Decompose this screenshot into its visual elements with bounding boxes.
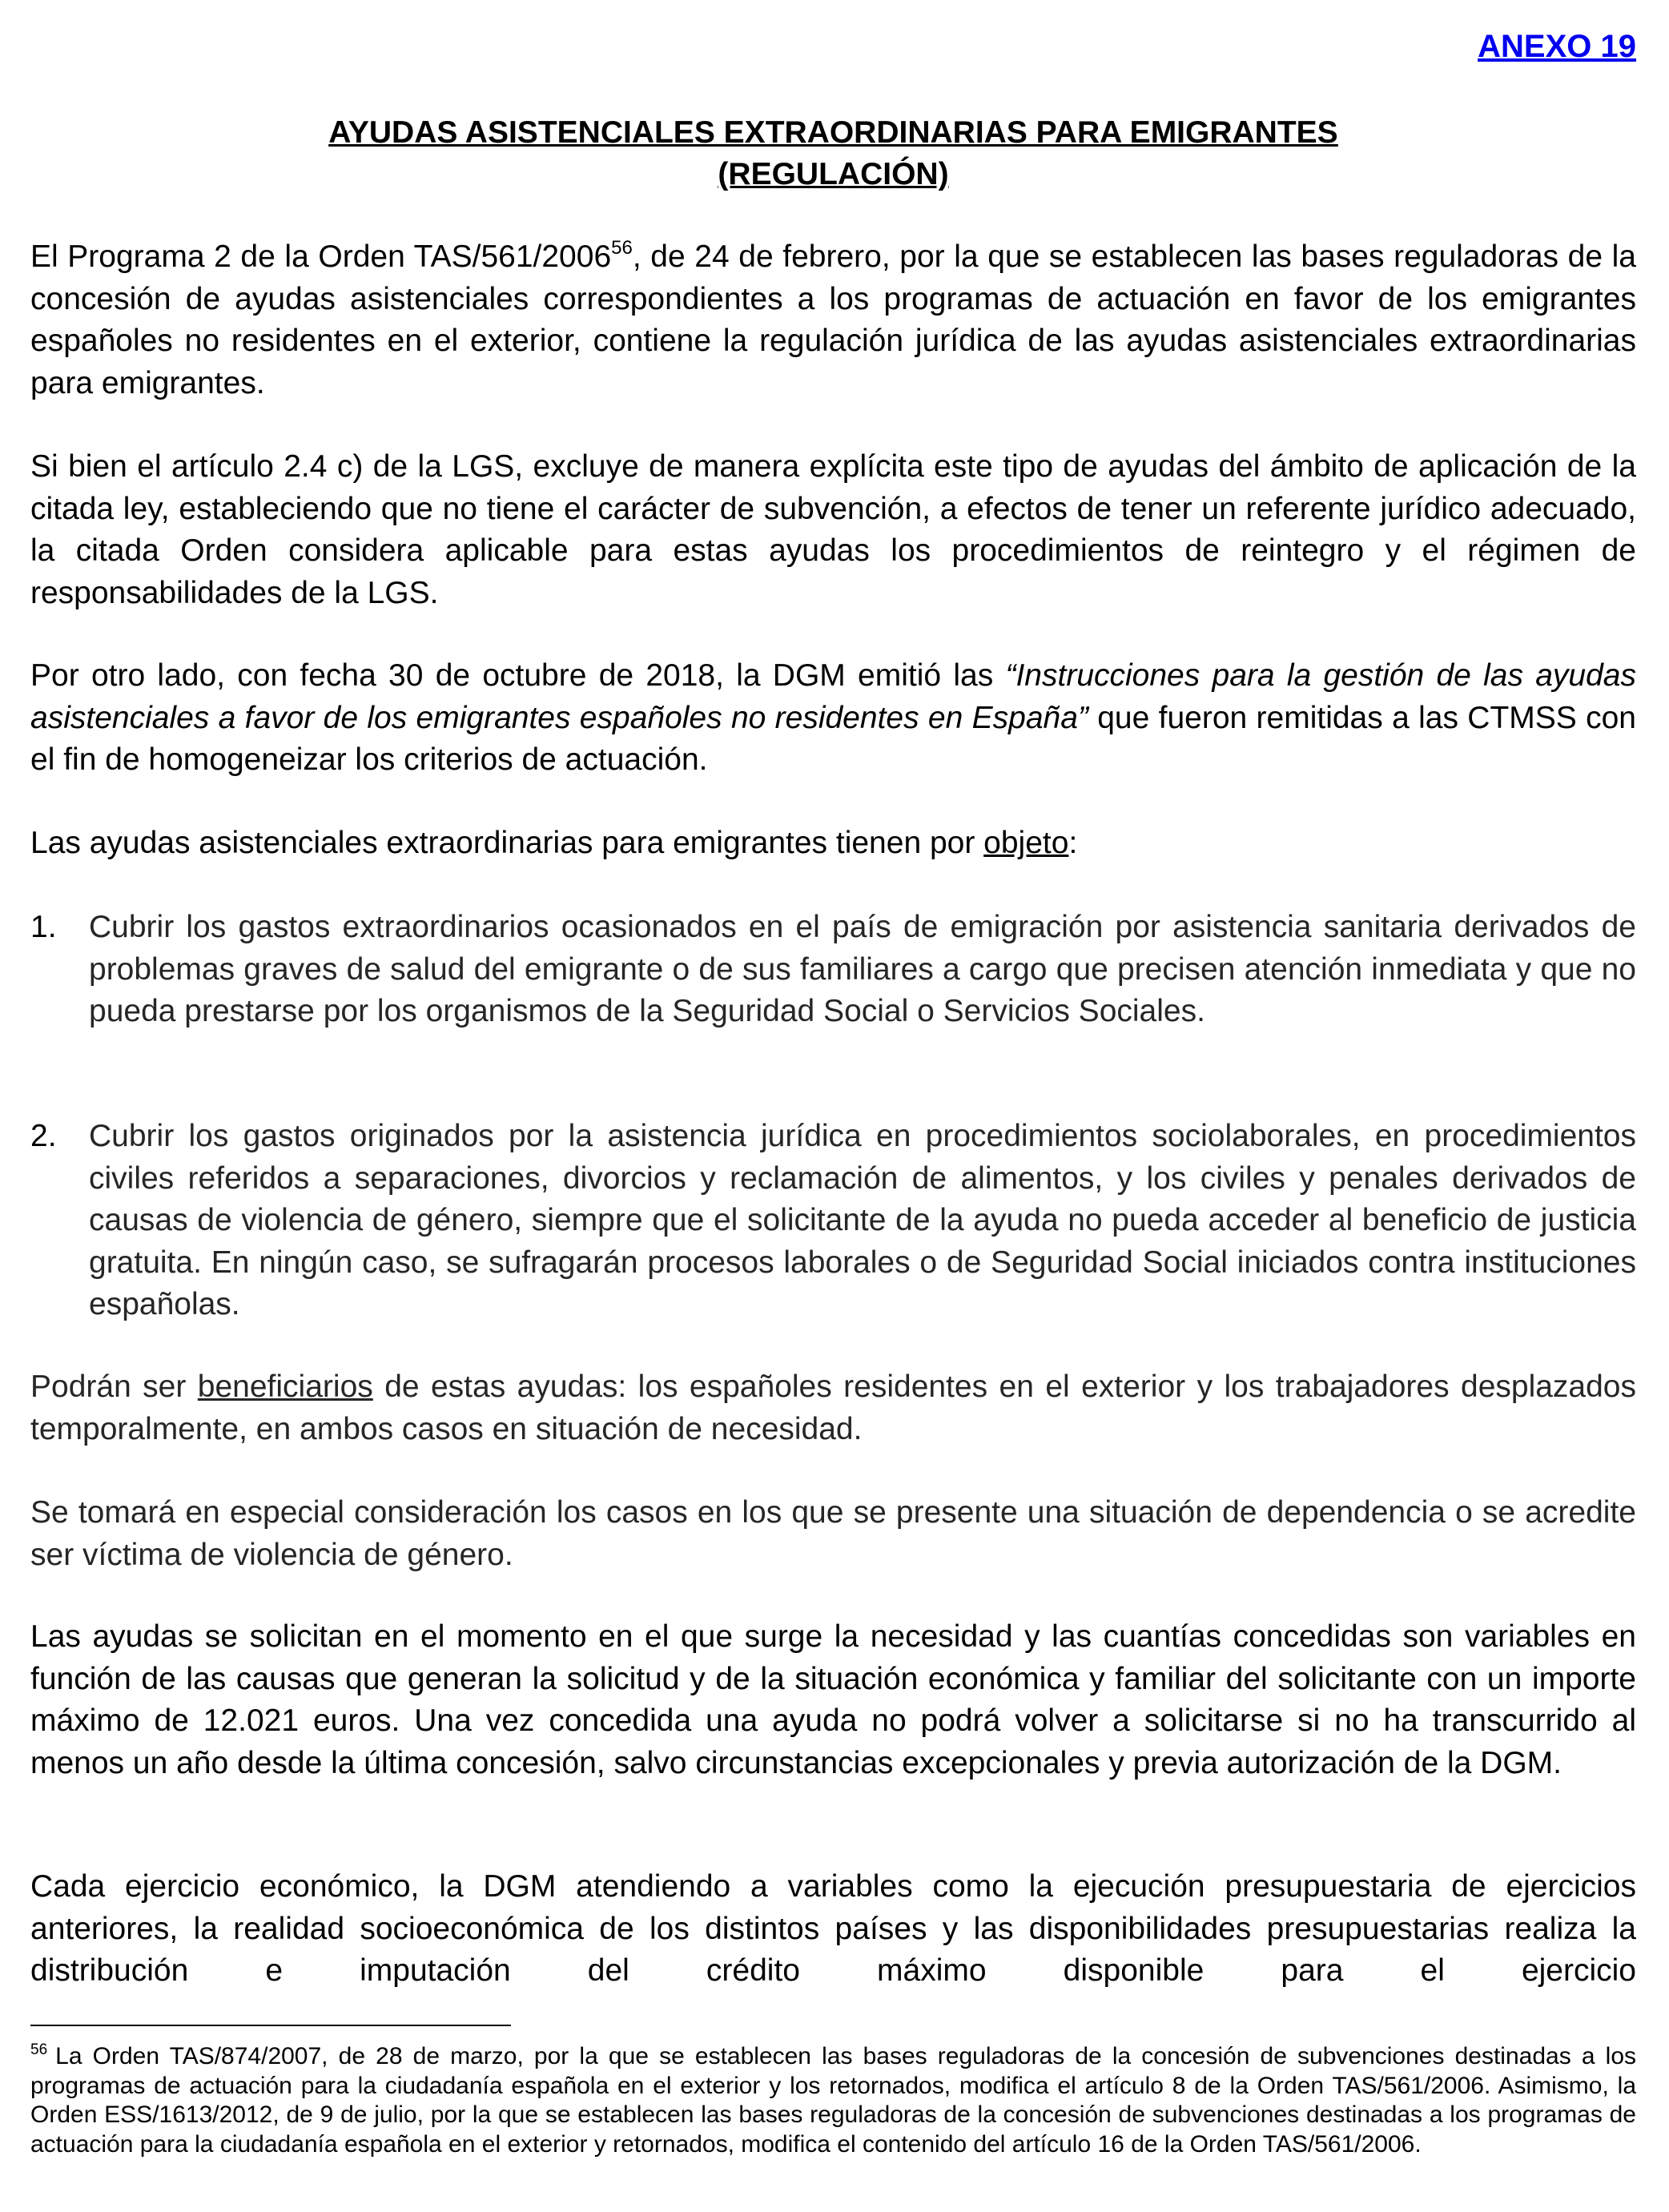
footnote-ref[interactable]: 56 bbox=[611, 237, 633, 259]
paragraph-4 bbox=[30, 822, 1636, 865]
paragraph-8 bbox=[30, 1866, 1636, 1993]
p5-text-a: Podrán ser bbox=[30, 1369, 198, 1404]
footnote-number: 56 bbox=[30, 2041, 48, 2058]
footnote-divider bbox=[30, 2025, 511, 2026]
list-number: 2. bbox=[30, 1119, 57, 1153]
list-item-2 bbox=[30, 1116, 1636, 1326]
paragraph-3 bbox=[30, 655, 1636, 782]
list-text: Cubrir los gastos originados por la asistencia jurídica en procedimientos sociolaborales, en procedimientos civiles referidos a separaciones, divorcios y reclamación de alimentos, y los civiles y penales derivados de causas de violencia de género, siempre que el solicitante de la ayuda no pueda acceder al beneficio de justicia gratuita. En ningún caso, se sufragarán procesos laborales o de Seguridad Social iniciados contra instituciones españolas. bbox=[89, 1119, 1636, 1321]
document-page bbox=[30, 0, 1636, 2212]
list-text: Cubrir los gastos extraordinarios ocasionados en el país de emigración por asistencia sanitaria derivados de problemas graves de salud del emigrante o de sus familiares a cargo que precisen atención inmediata y que no pueda prestarse por los organismos de la Seguridad Social o Servicios Sociales. bbox=[89, 910, 1636, 1028]
p7-text: Las ayudas se solicitan en el momento en el que surge la necesidad y las cuantías concedidas son variables en función de las causas que generan la solicitud y de la situación económica y familiar del solicitante con un importe máximo de 12.021 euros. Una vez concedida una ayuda no podrá volver a solicitarse si no ha transcurrido al menos un año desde la última concesión, salvo circunstancias excepcionales y previa autorización de la DGM. bbox=[30, 1619, 1636, 1780]
paragraph-7 bbox=[30, 1616, 1636, 1784]
p2-text: Si bien el artículo 2.4 c) de la LGS, excluye de manera explícita este tipo de ayudas del ámbito de aplicación de la citada ley, estableciendo que no tiene el carácter de subvención, a efectos de tener un referente jurídico adecuado, la citada Orden considera aplicable para estas ayudas los procedimientos de reintegro y el régimen de responsabilidades de la LGS. bbox=[30, 449, 1636, 610]
p4-text-a: Las ayudas asistenciales extraordinarias para emigrantes tienen por bbox=[30, 826, 984, 860]
paragraph-1 bbox=[30, 236, 1636, 404]
p4-underlined: objeto bbox=[983, 826, 1069, 860]
document-title bbox=[30, 112, 1636, 195]
p8-text: Cada ejercicio económico, la DGM atendiendo a variables como la ejecución presupuestaria de ejercicios anteriores, la realidad socioeconómica de los distintos países y las disponibilidades presupuestarias realiza la distribución e imputación del crédito máximo disponible para el ejercicio bbox=[30, 1869, 1636, 1988]
p5-underlined: beneficiarios bbox=[197, 1369, 373, 1404]
p5-text-b: de estas ayudas: los españoles residentes en el exterior y los trabajadores desplazados temporalmente, en ambos casos en situación de necesidad. bbox=[30, 1369, 1636, 1446]
p3-text-a: Por otro lado, con fecha 30 de octubre de 2018, la DGM emitió las bbox=[30, 658, 1006, 693]
list-item-1 bbox=[30, 907, 1636, 1033]
p3-text-b: que fueron remitidas a las CTMSS con el fin de homogeneizar los criterios de actuación. bbox=[30, 700, 1636, 777]
footnote-text: La Orden TAS/874/2007, de 28 de marzo, por la que se establecen las bases reguladoras de la concesión de subvenciones destinadas a los programas de actuación para la ciudadanía española en el exterior y los retornados, modifica el artículo 8 de la Orden TAS/561/2006. Asimismo, la Orden ESS/1613/2012, de 9 de julio, por la que se establecen las bases reguladoras de la concesión de subvenciones destinadas a los programas de actuación para la ciudadanía española en el exterior y retornados, modifica el contenido del artículo 16 de la Orden TAS/561/2006. bbox=[30, 2043, 1636, 2158]
footnote bbox=[30, 2042, 1636, 2159]
annex-label[interactable]: ANEXO 19 bbox=[1478, 29, 1636, 64]
list-number: 1. bbox=[30, 910, 57, 944]
title-line-1: AYUDAS ASISTENCIALES EXTRAORDINARIAS PARA EMIGRANTES bbox=[328, 115, 1338, 150]
paragraph-5 bbox=[30, 1366, 1636, 1450]
paragraph-6 bbox=[30, 1492, 1636, 1576]
p3-italic: “Instrucciones para la gestión de las ayudas asistenciales a favor de los emigrantes españoles no residentes en España” bbox=[30, 658, 1636, 735]
p1-text-a: El Programa 2 de la Orden TAS/561/2006 bbox=[30, 239, 612, 274]
title-line-2: (REGULACIÓN) bbox=[718, 157, 949, 191]
p1-text-b: , de 24 de febrero, por la que se establecen las bases reguladoras de la concesión de ayudas asistenciales correspondientes a los programas de actuación en favor de los emigrantes españoles no residentes en el exterior, contiene la regulación jurídica de las ayudas asistenciales extraordinarias para emigrantes. bbox=[30, 239, 1636, 400]
p6-text: Se tomará en especial consideración los casos en los que se presente una situación de dependencia o se acredite ser víctima de violencia de género. bbox=[30, 1495, 1636, 1572]
p4-text-b: : bbox=[1068, 826, 1078, 860]
paragraph-2 bbox=[30, 446, 1636, 614]
